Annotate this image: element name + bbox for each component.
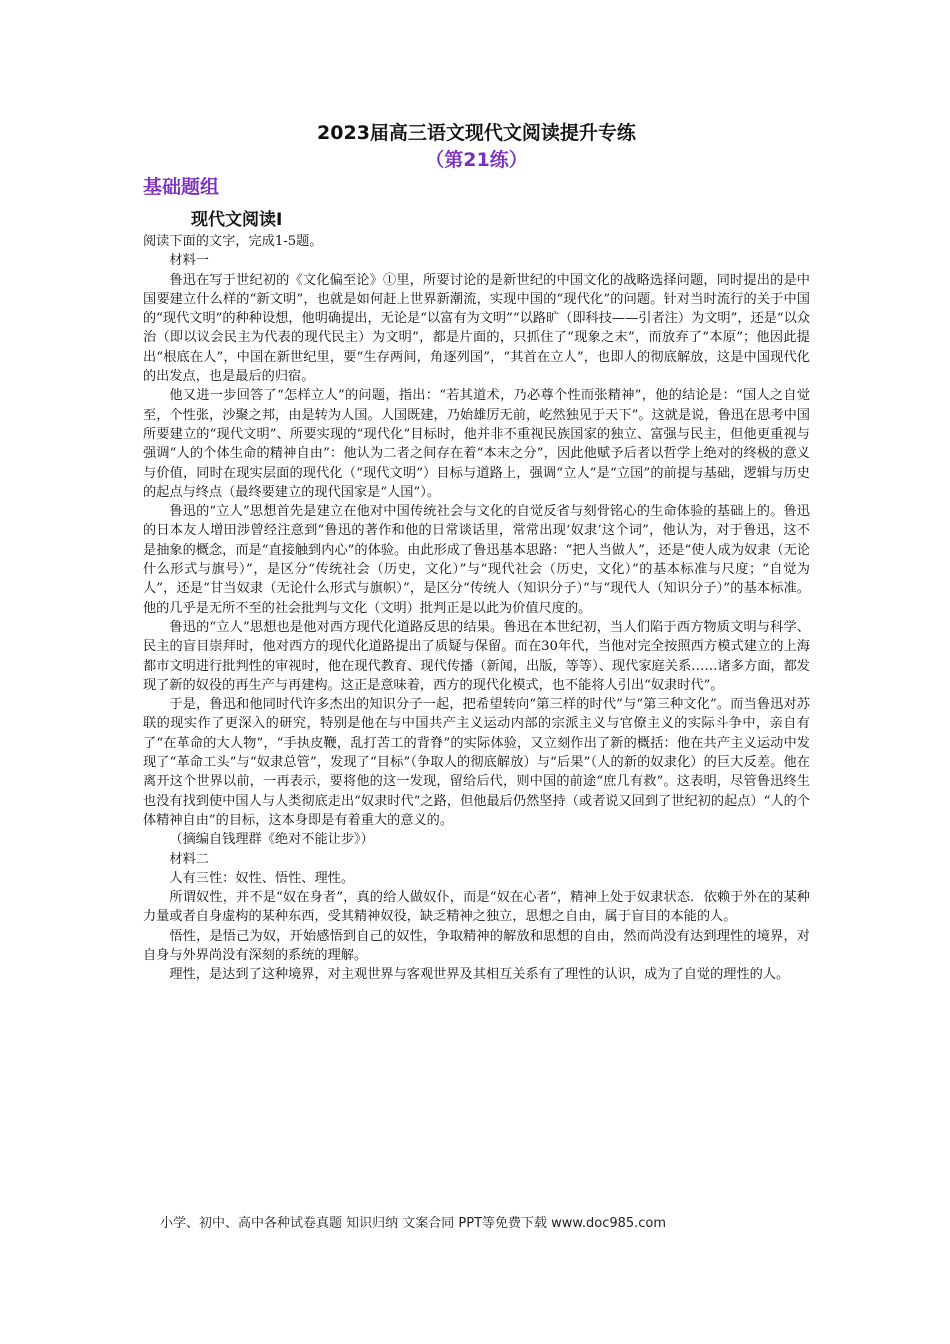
material1-paragraph: 他又进一步回答了“怎样立人”的问题，指出：“若其道术，乃必尊个性而张精神”，他的结论是：“国人之自觉至，个性张，沙聚之邦，由是转为人国。人国既建，乃始雄厉无前，屹然独见于天下”。这就是说，鲁迅在思考中国所要建立的“现代文明”、所要实现的“现代化”目标时，他并非不重视民族国家的独立、富强与民主，但他更重视与强调“人的个体生命的精神自由”：他认为二者之间存在着“本末之分”，因此他赋予后者以哲学上绝对的终极的意义与价值，同时在现实层面的现代化（“现代文明”）目标与道路上，强调“立人”是“立国”的前提与基础，逻辑与历史的起点与终点（最终要建立的现代国家是“人国”）。 (143, 388, 810, 500)
material1-source: （摘编自钱理群《绝对不能让步》） (169, 832, 374, 848)
material1-paragraph: 于是，鲁迅和他同时代许多杰出的知识分子一起，把希望转向“第三样的时代”与“第三种文化”。而当鲁迅对苏联的现实作了更深入的研究，特别是他在与中国共产主义运动内部的宗派主义与官僚主义的实际斗争中，亲自有了“在革命的大人物”，“手执皮鞭，乱打苦工的背脊”的实际体验，又立刻作出了新的概括：他在共产主义运动中发现了“革命工头”与“奴隶总管”，发现了“目标”（争取人的彻底解放）与“后果”（人的新的奴隶化）的巨大反差。他在离开这个世界以前，一再表示，要将他的这一发现，留给后代，则中国的前途“庶几有救”。这表明，尽管鲁迅终生也没有找到使中国人与人类彻底走出“奴隶时代”之路，但他最后仍然坚持（或者说又回到了世纪初的起点）“人的个体精神自由”的目标，这本身即是有着重大的意义的。 (143, 697, 810, 828)
group-label: 基础题组 (143, 176, 220, 198)
instruction: 阅读下面的文字，完成1-5题。 (143, 234, 323, 249)
material1-paragraph: 鲁迅在写于世纪初的《文化偏至论》①里，所要讨论的是新世纪的中国文化的战略选择问题，同时提出的是中国要建立什么样的“新文明”，也就是如何赶上世界新潮流，实现中国的“现代化”的问题。针对当时流行的关于中国的“现代文明”的种种设想，他明确提出，无论是“以富有为文明”“以路旷（即科技——引者注）为文明”，还是“以众治（即以议会民主为代表的现代民主）为文明”，都是片面的，只抓住了“现象之末”，而放弃了“本原”；他因此提出“根底在人”，中国在新世纪里，要“生存两间，角逐列国”，“其首在立人”，也即人的彻底解放，这是中国现代化的出发点，也是最后的归宿。 (143, 272, 811, 385)
document-title: 2023届高三语文现代文阅读提升专练 (317, 122, 636, 144)
material1-label: 材料一 (169, 253, 209, 269)
material1-paragraph: 鲁迅的“立人”思想也是他对西方现代化道路反思的结果。鲁迅在本世纪初，当人们陷于西方物质文明与科学、民主的盲目崇拜时，他对西方的现代化道路提出了质疑与保留。而在30年代，当他对完全按照西方模式建立的上海都市文明进行批判性的审视时，他在现代教育、现代传播（新闻，出版，等等）、现代家庭关系……诸多方面，都发现了新的奴役的再生产与再建构。这正是意味着，西方的现代化模式，也不能将人引出“奴隶时代”。 (143, 619, 810, 693)
material2-paragraph: 所谓奴性，并不是“奴在身者”，真的给人做奴仆，而是“奴在心者”，精神上处于奴隶状态．依赖于外在的某种力量或者自身虚构的某种东西，受其精神奴役，缺乏精神之独立，思想之自由，属于盲目的本能的人。 (143, 890, 810, 925)
section-title: 现代文阅读Ⅰ (191, 210, 283, 230)
material1-paragraph: 鲁迅的“立人”思想首先是建立在他对中国传统社会与文化的自觉反省与刻骨铭心的生命体验的基础上的。鲁迅的日本友人增田涉曾经注意到“鲁迅的著作和他的日常谈话里，常常出现‘奴隶’这个词”，他认为，对于鲁迅，这不是抽象的概念，而是“直接触到内心”的体验。由此形成了鲁迅基本思路：“把人当做人”，还是“使人成为奴隶（无论什么形式与旗号）”，是区分“传统社会（历史，文化）”与“现代社会（历史，文化）”的基本标准与尺度；“自觉为人”，还是“甘当奴隶（无论什么形式与旗帜）”，是区分“传统人（知识分子）”与“现代人（知识分子）”的基本标准。他的几乎是无所不至的社会批判与文化（文明）批判正是以此为价值尺度的。 (143, 504, 810, 616)
article-body (143, 232, 810, 985)
document-subtitle: （第21练） (425, 149, 528, 171)
material2-label: 材料二 (169, 851, 209, 867)
material2-paragraph: 理性，是达到了这种境界，对主观世界与客观世界及其相互关系有了理性的认识，成为了自觉的理性的人。 (169, 967, 790, 983)
material2-paragraph: 人有三性：奴性、悟性、理性。 (169, 870, 355, 886)
footer-text: 小学、初中、高中各种试卷真题 知识归纳 文案合同 PPT等免费下载 www.doc985.com (160, 1216, 667, 1231)
material2-paragraph: 悟性，是悟己为奴，开始感悟到自己的奴性，争取精神的解放和思想的自由，然而尚没有达到理性的境界，对自身与外界尚没有深刻的系统的理解。 (143, 928, 810, 963)
